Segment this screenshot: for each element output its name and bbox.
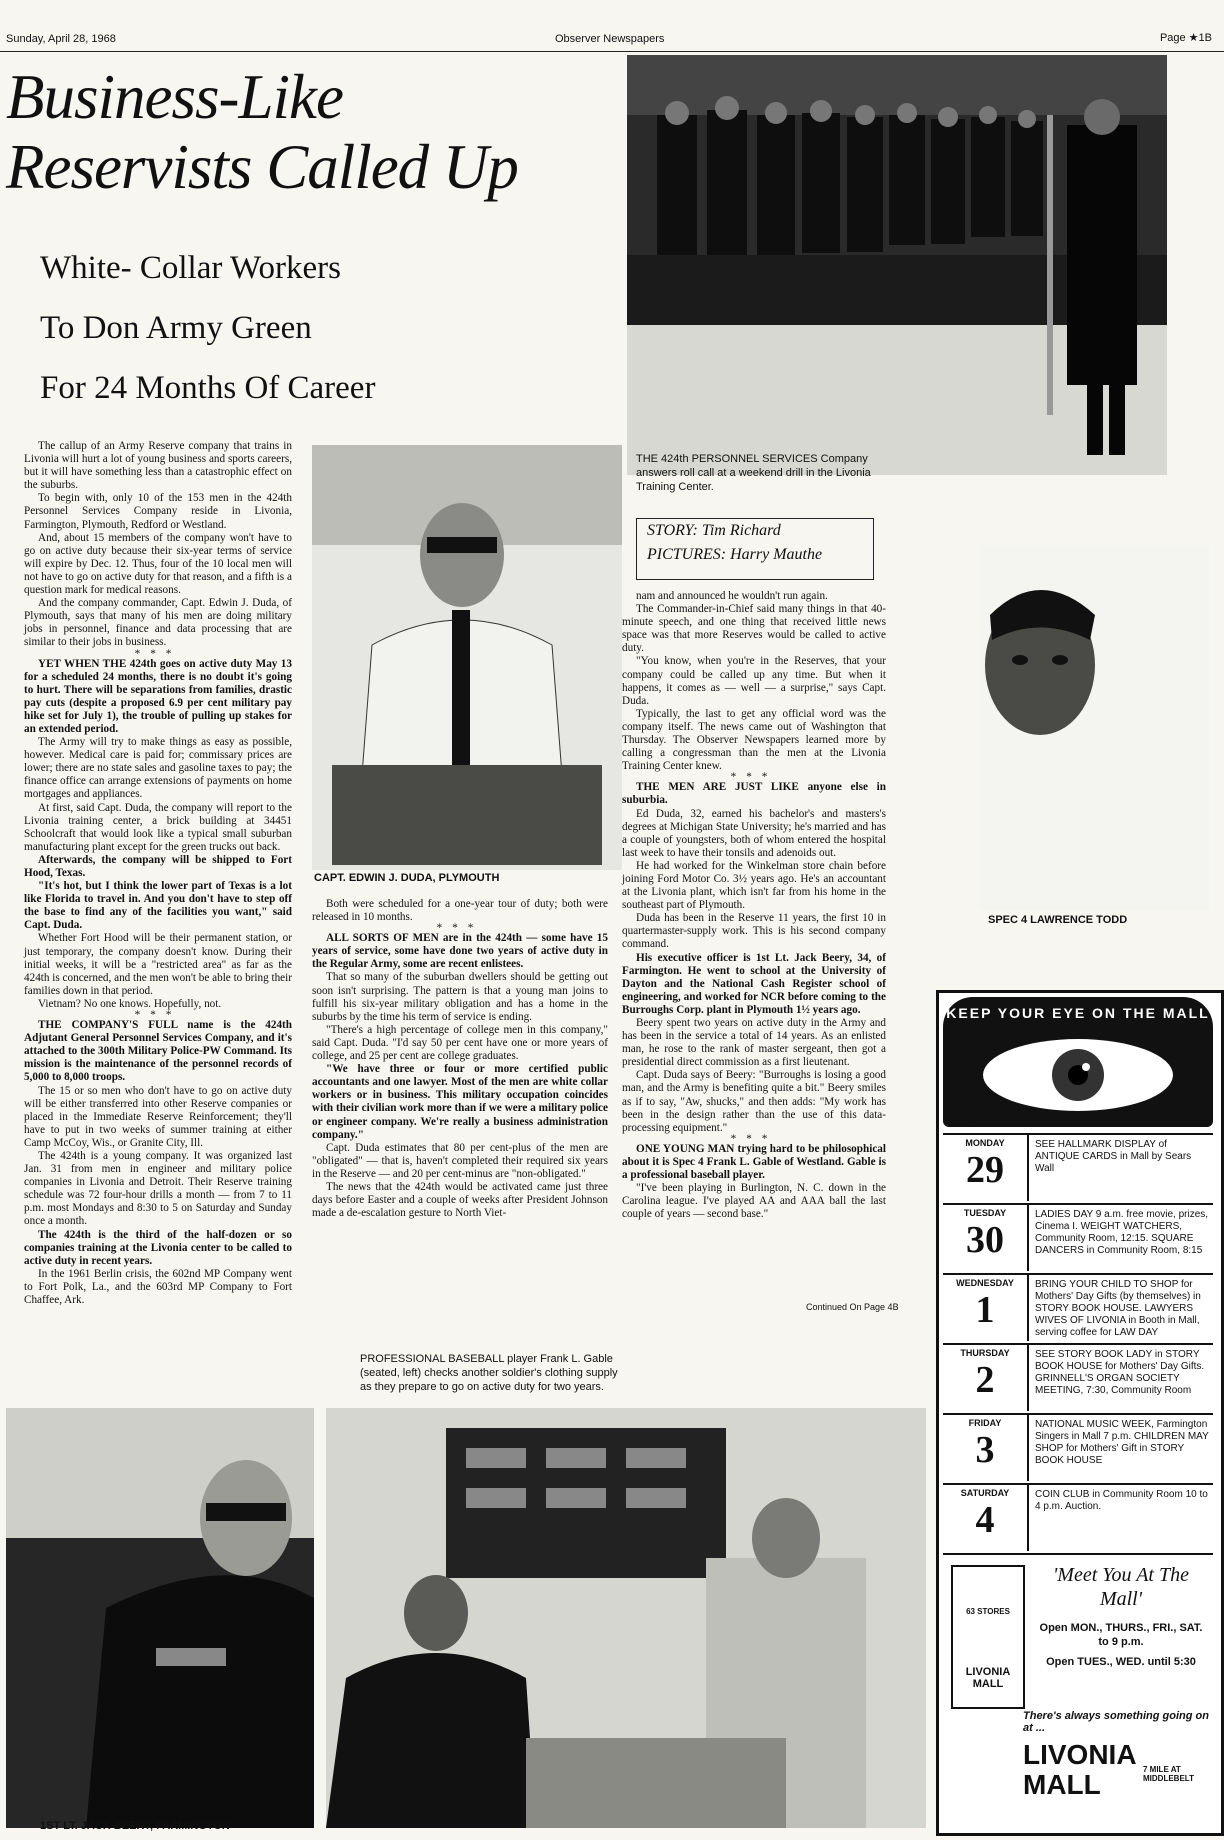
subhead-line-2: To Don Army Green [40,310,312,346]
col3-para: Typically, the last to get any official word was the company itself. The news came out of Washington that Thursday. The Observer Newspapers learned more by calling a congressman than the men at the Livonia Training Center knew. [622,707,886,773]
top-rule [0,51,1224,52]
col2-para: "We have three or four or more certified public accountants and one lawyer. Most of the men are white collar workers or in business. This military occupation coincides with their civilian work more than if we were a military police or engineer company. We're really a business administration company." [312,1063,608,1141]
day-of-week: SATURDAY [960,1488,1010,1498]
col1-para: "It's hot, but I think the lower part of Texas is a lot like Florida to travel in. And you don't have to step off the base to find any of the facilities you want," said Capt. Duda. [24,880,292,932]
hours-line-2: Open TUES., WED. until 5:30 [1046,1656,1196,1668]
col1-para: The 424th is the third of the half-dozen or so companies training at the Livonia center to be called to active duty in recent years. [24,1228,292,1267]
article-column-3 [622,590,886,1221]
headline-line-2: Reservists Called Up [6,132,518,202]
mall-sign-tower [951,1565,1025,1709]
day-number: 29 [966,1149,1004,1191]
calendar-day [943,1205,1029,1271]
section-divider: *** [730,771,778,784]
ad-logo-text: KEEP YOUR EYE ON THE MALL [946,1005,1210,1021]
calendar-day [943,1485,1029,1551]
rollcall-photo [627,55,1167,475]
col1-para: At first, said Capt. Duda, the company will report to the Livonia training center, a brick building at 34451 Schoolcraft that would look like a typical small suburban manufacturing plant except for the green trucks out back. [24,801,292,853]
duda-caption: CAPT. EDWIN J. DUDA, PLYMOUTH [314,872,500,884]
headline-line-1: Business-Like [6,62,343,132]
subhead-line-3: For 24 Months Of Career [40,370,376,406]
col1-para: The Army will try to make things as easy as possible, however. Medical care is paid for; commissary prices are lower; there are no state sales and gasoline taxes to pay; the finance office can arrange extensions of payments on home mortgages and appliances. [24,736,292,801]
col3-para: Ed Duda, 32, earned his bachelor's and masters's degrees at Michigan State University; he's married and has a couple of youngsters, both of whom entered the hospital last week to have their tonsils and adenoids out. [622,807,886,859]
ad-month: APRIL [943,1113,976,1125]
headline [6,62,626,202]
col2-para: ALL SORTS OF MEN are in the 424th — some have 15 years of service, some have done two years of active duty in the Regular Army, some are recent enlistees. [312,932,608,971]
rollcall-caption: THE 424th PERSONNEL SERVICES Company answers roll call at a weekend drill in the Livonia Training Center. [636,453,871,493]
credits-box [636,518,874,580]
continued-note: Continued On Page 4B [806,1302,899,1312]
day-of-week: WEDNESDAY [956,1278,1014,1288]
col3-para: "You know, when you're in the Reserves, that your company could be called up any time. But when it happens, it comes as — well — a surprise," says Capt. Duda. [622,655,886,707]
calendar-row [943,1133,1213,1201]
store-count: 63 STORES [966,1607,1010,1616]
day-of-week: TUESDAY [963,1208,1007,1218]
beery-photo-illustration [6,1408,314,1828]
calendar-row [943,1273,1213,1341]
col1-para: YET WHEN THE 424th goes on active duty May 13 for a scheduled 24 months, there is no doubt it's going to hurt. There will be separations from families, drastic pay cuts (despite a proposed 6.9 per cent military pay hike set for July 1), the trouble of pulling up stakes for an extended period. [24,657,292,735]
col2-para: Both were scheduled for a one-year tour of duty; both were released in 10 months. [312,898,608,924]
col3-para: His executive officer is 1st Lt. Jack Beery, 34, of Farmington. He went to school at the University of Dayton and the National Cash Register school of engineering, and worked for NCR before coming to the Burroughs Corp. plant in Plymouth 1½ years ago. [622,951,886,1016]
day-event: SEE HALLMARK DISPLAY of ANTIQUE CARDS in Mall by Sears Wall [1035,1139,1192,1174]
col1-para: The 15 or so men who don't have to go on active duty will be either transferred into other Reserve companies or placed in the Immediate Reserve Reinforcement; they'll have to put in two weeks of summer training at either Camp McCoy, Wis., or Granite City, Ill. [24,1084,292,1149]
col3-para: nam and announced he wouldn't run again. [636,590,828,602]
paper-name: Observer Newspapers [555,33,665,45]
section-divider: *** [134,1009,182,1022]
calendar-row [943,1203,1213,1271]
col3-para: THE MEN ARE JUST LIKE anyone else in suburbia. [622,781,886,807]
day-number: 3 [975,1429,995,1471]
todd-photo-illustration [980,545,1210,910]
rollcall-photo-illustration [627,55,1167,475]
hours-line-1: Open MON., THURS., FRI., SAT. to 9 p.m. [1039,1622,1203,1648]
duda-photo-illustration [312,445,622,870]
col1-para: The 424th is a young company. It was organized last Jan. 31 from men in engineer and military police companies in Livonia and Detroit. Their Reserve training schedule was 72 four-hour drills a month — from 7 to 11 p.m. most Mondays and 8:30 to 5 on Saturday and Sunday once a month. [24,1149,292,1228]
todd-caption: SPEC 4 LAWRENCE TODD [988,914,1128,926]
pictures-credit: PICTURES: Harry Mauthe [647,546,823,563]
mall-sign: LIVONIA MALL [965,1666,1011,1690]
day-number: 2 [975,1359,995,1401]
section-divider: *** [134,647,182,660]
article-column-2 [312,898,608,1220]
col3-para: He had worked for the Winkelman store chain before joining Ford Motor Co. 3½ years ago. He's an accountant at the Livonia plant, which isn't far from his home in the southeast part of Plymouth. [622,859,886,912]
beery-photo [6,1408,314,1828]
day-number: 30 [966,1219,1004,1261]
col1-para: The callup of an Army Reserve company that trains in Livonia will hurt a lot of young business and sports careers, but it will have something less than a catastrophic effect on the suburbs. [24,440,292,492]
calendar-day [943,1345,1029,1411]
baseball-photo-illustration [326,1408,926,1828]
day-event: NATIONAL MUSIC WEEK, Farmington Singers in Mall 7 p.m. CHILDREN MAY SHOP for Mothers' Gift in STORY BOOK HOUSE [1035,1419,1209,1466]
subheadline [40,238,600,418]
day-of-week: THURSDAY [960,1348,1010,1358]
day-event: SEE STORY BOOK LADY in STORY BOOK HOUSE for Mothers' Day Gifts. GRINNELL'S ORGAN SOCIETY MEETING, 7:30, Community Room [1035,1349,1205,1396]
col1-para: Whether Fort Hood will be their permanent station, or just temporary, the company doesn't know. During their initial weeks, it will be a "restricted area" as far as the 424th is concerned, and the men won't be able to bring their families down in that period. [24,932,292,997]
col1-para: In the 1961 Berlin crisis, the 602nd MP Company went to Fort Polk, La., and the 603rd MP Company to Fort Chaffee, Ark. [24,1267,292,1306]
col1-para: And the company commander, Capt. Edwin J. Duda, of Plymouth, says that many of his men are doing military jobs in personnel, finance and data processing that are similar to their jobs in business. [24,597,292,649]
eye-logo [943,997,1213,1127]
col1-para: Vietnam? No one knows. Hopefully, not. [38,997,222,1010]
col1-para: To begin with, only 10 of the 153 men in the 424th Personnel Services Company reside in Livonia, Farmington, Plymouth, Redford or Westland. [24,492,292,531]
day-number: 4 [975,1499,995,1541]
livonia-mall-ad [936,990,1224,1836]
col3-para: The Commander-in-Chief said many things in that 40-minute speech, and one thing that received little news space was that more Reserves would be called to active duty. [622,603,886,655]
page-number: Page ★1B [1159,32,1212,44]
col3-para: "I've been playing in Burlington, N. C. down in the Carolina league. I've played AA and AAA ball the last couple of years — second base." [622,1182,886,1221]
meet-slogan: 'Meet You At The Mall' [1053,1564,1189,1610]
todd-photo [980,545,1210,910]
calendar-row [943,1483,1213,1551]
duda-photo [312,445,622,870]
baseball-caption: PROFESSIONAL BASEBALL player Frank L. Gable (seated, left) checks another soldier's clothing supply as they prepare to go on active duty for two years. [360,1353,618,1393]
baseball-photo [326,1408,926,1828]
calendar-row [943,1413,1213,1481]
subhead-line-1: White- Collar Workers [40,250,341,286]
calendar-day [943,1415,1029,1481]
day-number: 1 [975,1289,995,1331]
ad-footer [943,1553,1213,1830]
issue-date: Sunday, April 28, 1968 [6,33,116,45]
col3-para: Capt. Duda says of Beery: "Burroughs is losing a good man, and the Army is benefiting quite a bit." Beery smiles as if to say, "Aw, shucks," and then adds: "My work has been in the design rather than the use of this data-processing equipment." [622,1069,886,1134]
mall-location: 7 MILE AT MIDDLEBELT [1143,1765,1194,1783]
section-divider: *** [436,922,484,935]
col2-para: "There's a high percentage of college men in this company," said Capt. Duda. "I'd say 50 per cent have one or more years of college, and 25 per cent are college graduates. [312,1023,608,1063]
day-event: COIN CLUB in Community Room 10 to 4 p.m. Auction. [1035,1489,1208,1512]
beery-caption: 1ST LT. JACK BEERY, FARMINGTON [40,1820,230,1832]
day-event: LADIES DAY 9 a.m. free movie, prizes, Cinema I. WEIGHT WATCHERS, Community Room, 12:15. SQUARE DANCERS in Community Room, 8:15 [1035,1209,1209,1256]
mall-big-name: LIVONIA MALL [1023,1739,1136,1800]
day-of-week: FRIDAY [968,1418,1002,1428]
col1-para: Afterwards, the company will be shipped to Fort Hood, Texas. [24,853,292,879]
col3-para: Duda has been in the Reserve 11 years, the first 10 in quartermaster-supply work. This is his second company command. [622,912,886,951]
calendar-row [943,1343,1213,1411]
calendar-day [943,1135,1029,1201]
day-of-week: MONDAY [965,1138,1005,1148]
article-column-1 [24,440,292,1307]
col1-para: And, about 15 members of the company won't have to go on active duty because their six-year terms of service will expire by Dec. 12. Thus, four of the 10 local men will not have to go on active duty for that reason, and a fifth is a question mark for medical reasons. [24,531,292,597]
section-divider: *** [730,1132,778,1145]
story-credit: STORY: Tim Richard [647,522,781,539]
masthead [0,30,1224,48]
col2-para: Capt. Duda estimates that 80 per cent-plus of the men are "obligated" — that is, haven't completed their required six years in the Reserve — and 20 per cent-minus are "non-obligated." [312,1141,608,1180]
col1-para: THE COMPANY'S FULL name is the 424th Adjutant General Personnel Services Company, and it's attached to the 300th Military Police-PW Command. Its mission is the maintenance of the personnel records of 5,000 to 8,000 troops. [24,1019,292,1084]
always-tagline: There's always something going on at ... [1023,1710,1209,1734]
col3-para: ONE YOUNG MAN trying hard to be philosophical about it is Spec 4 Frank L. Gable of Westland. Gable is a professional baseball player. [622,1142,886,1182]
day-event: BRING YOUR CHILD TO SHOP for Mothers' Day Gifts (by themselves) in STORY BOOK HOUSE. LAWYERS WIVES OF LIVONIA in Booth in Mall, serving coffee for LAW DAY [1035,1279,1201,1338]
col2-para: That so many of the suburban dwellers should be getting out soon isn't surprising. The pattern is that a young man joins to fulfill his six-year military obligation and has a home in the suburbs by the time his term of service is ending. [312,971,608,1023]
col3-para: Beery spent two years on active duty in the Army and has been in the service a total of 14 years. As an enlisted man, he rose to the rank of master sergeant, then got a presidential direct commission as a first lieutenant. [622,1017,886,1069]
col2-para: The news that the 424th would be activated came just three days before Easter and a couple of weeks after President Johnson made a de-escalation gesture to North Viet- [312,1180,608,1220]
calendar-day [943,1275,1029,1341]
